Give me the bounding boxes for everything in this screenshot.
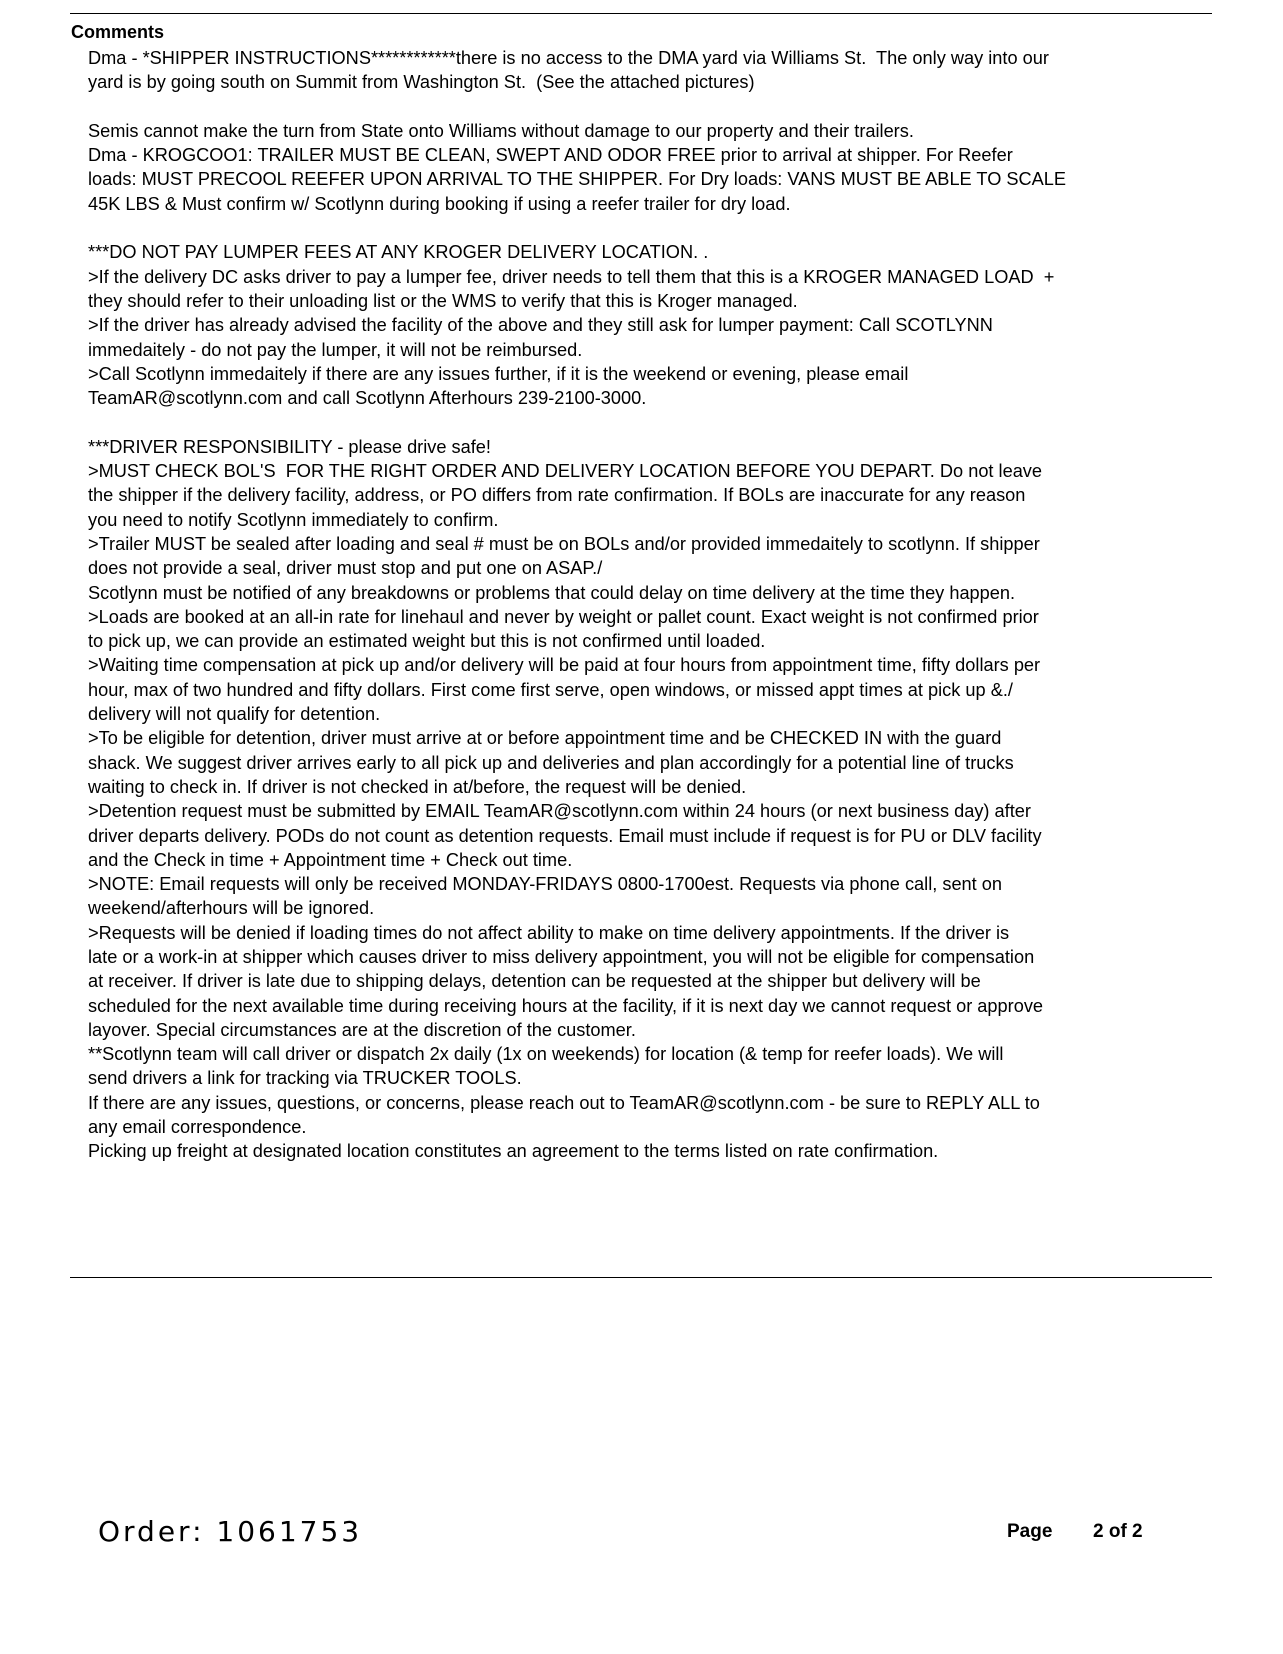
comment-line: Picking up freight at designated location constitutes an agreement to the terms listed on rate confirmation. — [88, 1141, 939, 1162]
comment-line: late or a work-in at shipper which causes driver to miss delivery appointment, you will not be eligible for compensation — [88, 946, 1035, 967]
comment-line: >Call Scotlynn immedaitely if there are any issues further, if it is the weekend or evening, please email — [88, 363, 909, 384]
comment-line: ***DO NOT PAY LUMPER FEES AT ANY KROGER DELIVERY LOCATION. . — [88, 242, 709, 263]
comment-line: shack. We suggest driver arrives early to all pick up and deliveries and plan accordingly for a potential line of trucks — [88, 752, 1014, 773]
comment-line: If there are any issues, questions, or concerns, please reach out to TeamAR@scotlynn.com - be sure to REPLY ALL to — [88, 1092, 1040, 1113]
comment-line: Scotlynn must be notified of any breakdowns or problems that could delay on time delivery at the time they happen. — [88, 582, 1016, 603]
comment-line: yard is by going south on Summit from Washington St. (See the attached pictures) — [88, 72, 755, 93]
order-number: Order: 1061753 — [98, 1515, 363, 1548]
blank-line — [88, 216, 1238, 240]
comment-line: **Scotlynn team will call driver or dispatch 2x daily (1x on weekends) for location (& temp for reefer loads). We will — [88, 1044, 1004, 1065]
top-divider — [70, 13, 1212, 14]
comment-line: waiting to check in. If driver is not checked in at/before, the request will be denied. — [88, 776, 747, 797]
comment-line: >MUST CHECK BOL'S FOR THE RIGHT ORDER AND DELIVERY LOCATION BEFORE YOU DEPART. Do not leave — [88, 461, 1043, 482]
comment-line: does not provide a seal, driver must stop and put one on ASAP./ — [88, 558, 603, 579]
comment-line: to pick up, we can provide an estimated weight but this is not confirmed until loaded. — [88, 631, 766, 652]
comment-line: >Requests will be denied if loading times do not affect ability to make on time delivery appointments. If the driver is — [88, 922, 1010, 943]
comment-line: layover. Special circumstances are at the discretion of the customer. — [88, 1019, 636, 1040]
comment-line: >Trailer MUST be sealed after loading and seal # must be on BOLs and/or provided immedaitely to scotlynn. If shipper — [88, 533, 1040, 554]
comment-line: ***DRIVER RESPONSIBILITY - please drive safe! — [88, 436, 491, 457]
comment-line: >NOTE: Email requests will only be received MONDAY-FRIDAYS 0800-1700est. Requests via phone call, sent on — [88, 874, 1003, 895]
comment-line: hour, max of two hundred and fifty dollars. First come first serve, open windows, or missed appt times at pick up &./ — [88, 679, 1013, 700]
bottom-divider — [70, 1277, 1212, 1278]
page-count: 2 of 2 — [1093, 1521, 1143, 1542]
comment-line: at receiver. If driver is late due to shipping delays, detention can be requested at the shipper but delivery will be — [88, 971, 981, 992]
comment-line: and the Check in time + Appointment time + Check out time. — [88, 849, 573, 870]
comments-heading: Comments — [71, 22, 165, 42]
comment-line: they should refer to their unloading list or the WMS to verify that this is Kroger managed. — [88, 290, 798, 311]
comment-line: any email correspondence. — [88, 1117, 307, 1138]
comment-line: TeamAR@scotlynn.com and call Scotlynn Afterhours 239-2100-3000. — [88, 388, 647, 409]
comment-line: Dma - *SHIPPER INSTRUCTIONS************there is no access to the DMA yard via Williams St. The only way into our — [88, 48, 1049, 68]
blank-line — [88, 410, 1238, 434]
comment-line: send drivers a link for tracking via TRUCKER TOOLS. — [88, 1068, 522, 1089]
comment-line: loads: MUST PRECOOL REEFER UPON ARRIVAL TO THE SHIPPER. For Dry loads: VANS MUST BE ABLE TO SCALE — [88, 169, 1067, 190]
page-label: Page — [1007, 1521, 1053, 1542]
comment-line: >Loads are booked at an all-in rate for linehaul and never by weight or pallet count. Exact weight is not confirmed prior — [88, 606, 1039, 627]
comment-line: the shipper if the delivery facility, address, or PO differs from rate confirmation. If BOLs are inaccurate for any reason — [88, 485, 1026, 506]
comment-line: delivery will not qualify for detention. — [88, 704, 381, 725]
comment-line: scheduled for the next available time during receiving hours at the facility, if it is next day we cannot request or approve — [88, 995, 1044, 1016]
comment-line: Semis cannot make the turn from State onto Williams without damage to our property and their trailers. — [88, 120, 914, 141]
comment-line: immedaitely - do not pay the lumper, it will not be reimbursed. — [88, 339, 583, 360]
comment-line: driver departs delivery. PODs do not count as detention requests. Email must include if request is for PU or DLV facility — [88, 825, 1042, 846]
comment-line: 45K LBS & Must confirm w/ Scotlynn during booking if using a reefer trailer for dry load. — [88, 193, 791, 214]
comment-line: Dma - KROGCOO1: TRAILER MUST BE CLEAN, SWEPT AND ODOR FREE prior to arrival at shipper. For Reefer — [88, 145, 1013, 166]
comment-line: >To be eligible for detention, driver must arrive at or before appointment time and be CHECKED IN with the guard — [88, 728, 1002, 749]
blank-line — [88, 95, 1238, 119]
comment-line: >If the driver has already advised the facility of the above and they still ask for lumper payment: Call SCOTLYNN — [88, 315, 993, 336]
comment-line: weekend/afterhours will be ignored. — [88, 898, 375, 919]
comment-line: you need to notify Scotlynn immediately to confirm. — [88, 509, 499, 530]
comments-body — [88, 46, 1238, 1164]
comment-line: >Detention request must be submitted by EMAIL TeamAR@scotlynn.com within 24 hours (or next business day) after — [88, 801, 1031, 822]
comment-line: >If the delivery DC asks driver to pay a lumper fee, driver needs to tell them that this is a KROGER MANAGED LOAD + — [88, 266, 1055, 287]
comment-line: >Waiting time compensation at pick up and/or delivery will be paid at four hours from appointment time, fifty dollars per — [88, 655, 1041, 676]
